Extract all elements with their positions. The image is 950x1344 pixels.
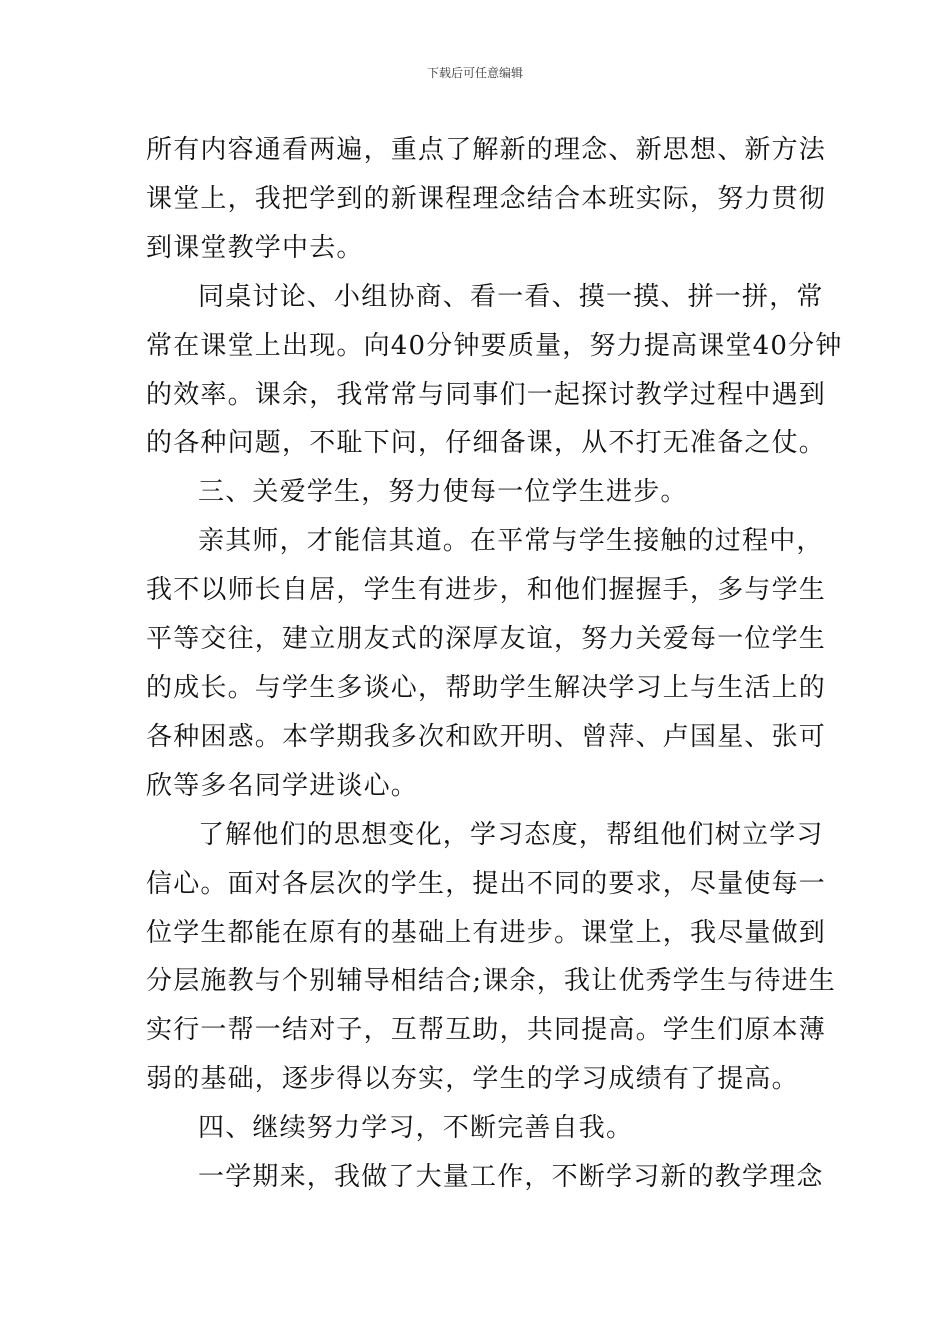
- text-line: 各种困惑。本学期我多次和欧开明、曾萍、卢国星、张可: [146, 721, 827, 752]
- paragraph: [146, 126, 827, 273]
- paragraph: [146, 517, 827, 810]
- paragraph: [146, 1153, 824, 1202]
- text-line: 的各种问题，不耻下问，仔细备课，从不打无准备之仗。: [146, 428, 827, 459]
- text-line: 同桌讨论、小组协商、看一看、摸一摸、拼一拼，常: [198, 281, 824, 312]
- text-line: 实行一帮一结对子，互帮互助，共同提高。学生们原本薄: [146, 1015, 827, 1046]
- paragraph: [146, 811, 836, 1104]
- text-line: 到课堂教学中去。: [146, 232, 364, 263]
- text-line: 的效率。课余，我常常与同事们一起探讨教学过程中遇到: [146, 379, 827, 410]
- text-line: 分层施教与个别辅导相结合;课余，我让优秀学生与待进生: [146, 966, 836, 997]
- paragraph: [146, 273, 843, 469]
- text-line: 课堂上，我把学到的新课程理念结合本班实际，努力贯彻: [146, 183, 827, 214]
- text-line: 我不以师长自居，学生有进步，和他们握握手，多与学生: [146, 575, 827, 606]
- text-line: 常在课堂上出现。向40分钟要质量，努力提高课堂40分钟: [146, 330, 843, 361]
- page-header-note: 下载后可任意编辑: [426, 66, 523, 80]
- text-line: 所有内容通看两遍，重点了解新的理念、新思想、新方法: [146, 135, 827, 165]
- section-heading: [146, 1104, 806, 1153]
- section-heading: [146, 468, 806, 517]
- text-line: 信心。面对各层次的学生，提出不同的要求，尽量使每一: [146, 868, 827, 899]
- text-line: 欣等多名同学进谈心。: [146, 770, 419, 801]
- text-line: 位学生都能在原有的基础上有进步。课堂上，我尽量做到: [146, 917, 827, 948]
- text-line: 亲其师，才能信其道。在平常与学生接触的过程中，: [198, 526, 824, 557]
- text-line: 了解他们的思想变化，学习态度，帮组他们树立学习: [198, 819, 824, 850]
- text-line: 弱的基础，逐步得以夯实，学生的学习成绩有了提高。: [146, 1064, 799, 1095]
- text-line: 一学期来，我做了大量工作，不断学习新的教学理念: [198, 1162, 824, 1193]
- text-line: 三、关爱学生，努力使每一位学生进步。: [198, 477, 688, 508]
- text-line: 的成长。与学生多谈心，帮助学生解决学习上与生活上的: [146, 672, 827, 703]
- text-line: 平等交往，建立朋友式的深厚友谊，努力关爱每一位学生: [146, 624, 827, 655]
- text-line: 四、继续努力学习，不断完善自我。: [198, 1113, 634, 1144]
- document-body: [146, 126, 843, 1202]
